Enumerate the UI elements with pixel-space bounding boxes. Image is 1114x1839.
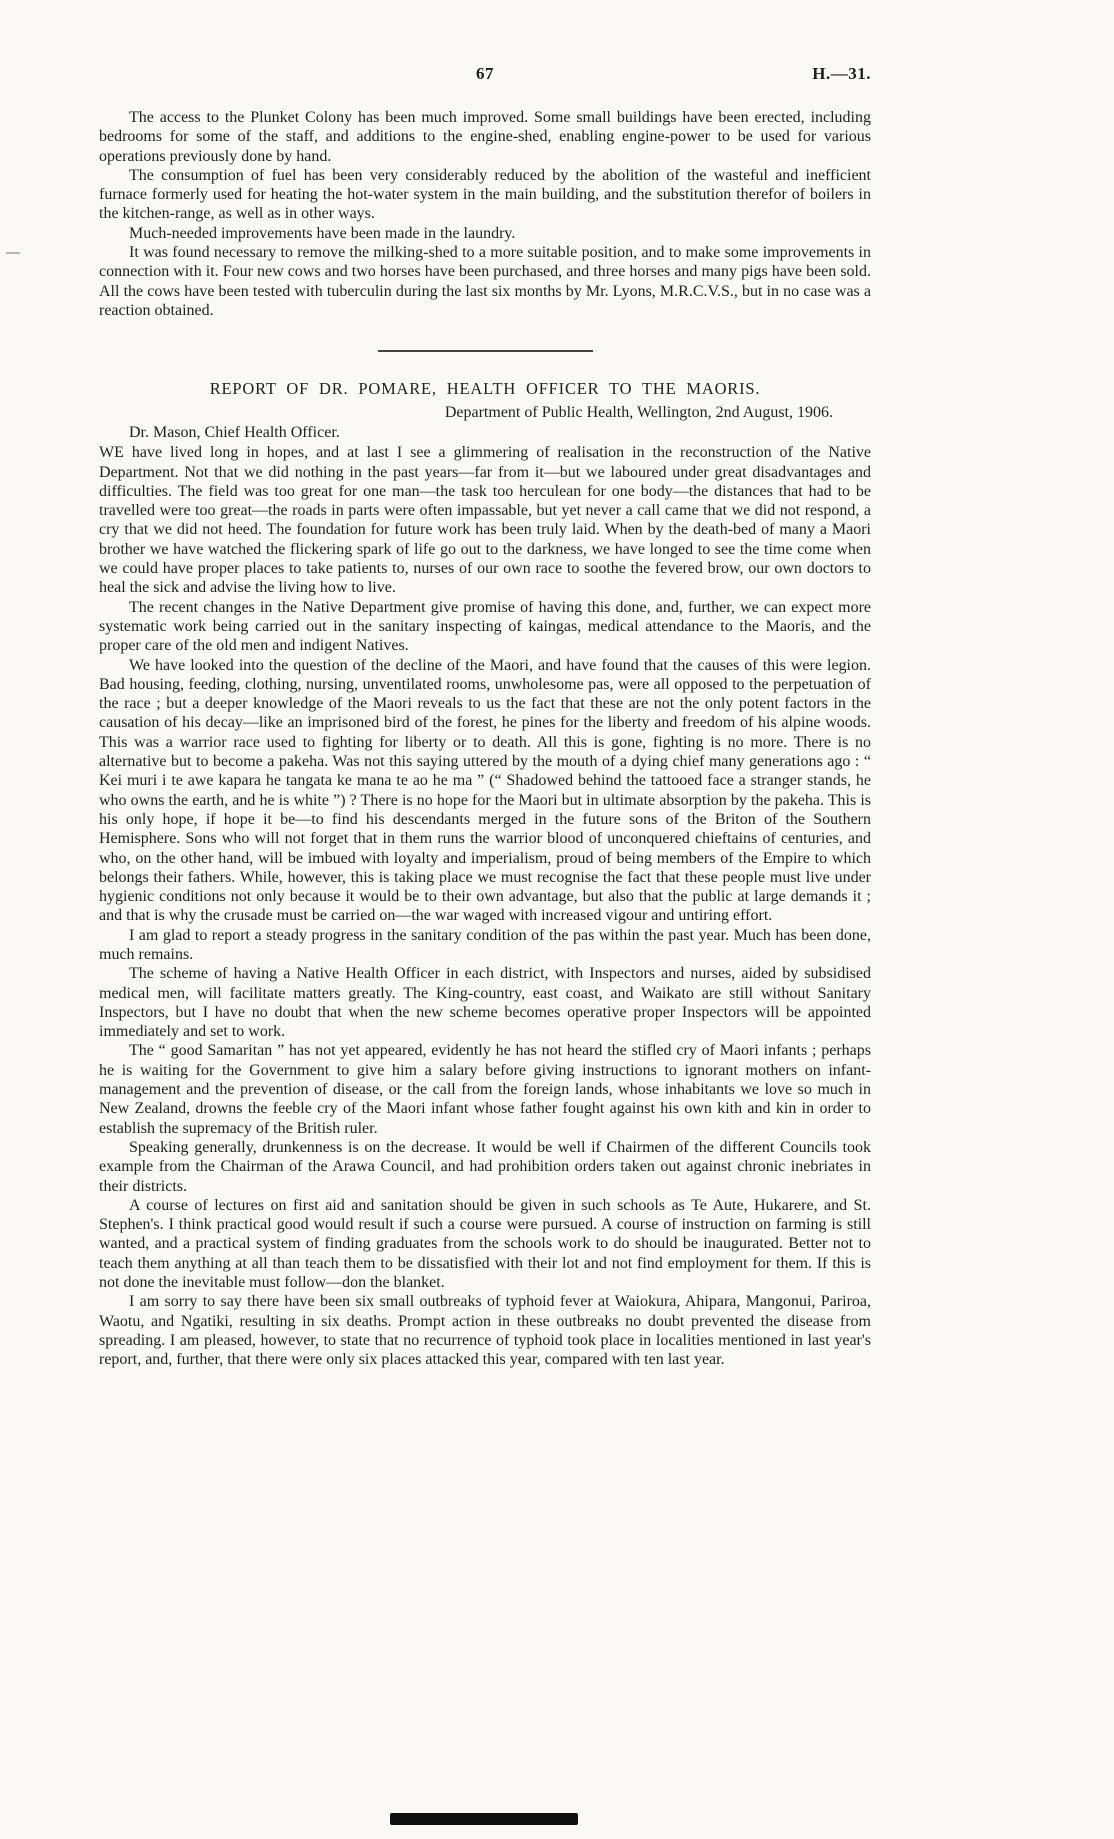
- intro-paragraph-4: It was found necessary to remove the milking-shed to a more suitable position, and to make some improvements in connection with it. Four new cows and two horses have been purchased, and three horses and many pigs have been sold. All the cows have been tested with tuberculin during the last six months by Mr. Lyons, M.R.C.V.S., but in no case was a reaction obtained.: [99, 244, 871, 319]
- report-paragraph-5: The scheme of having a Native Health Officer in each district, with Inspectors and nurses, aided by subsidised medical men, will facilitate matters greatly. The King-country, east coast, and Waikato are still without Sanitary Inspectors, but I have no doubt that when the new scheme becomes operative proper Inspectors will be appointed immediately and set to work.: [99, 965, 871, 1041]
- page-content: [99, 64, 871, 1370]
- report-salutation: Dr. Mason, Chief Health Officer.: [129, 424, 340, 442]
- page-header: [99, 64, 871, 88]
- report-paragraph-6: The “ good Samaritan ” has not yet appeared, evidently he has not heard the stifled cry of Maori infants ; perhaps he is waiting for the Government to give him a salary before giving instructions to ignorant mothers on infant-management and the prevention of disease, or the call from the foreign lands, whose inhabitants we love so much in New Zealand, drowns the feeble cry of the Maori infant whose father fought against his own kith and kin in order to establish the supremacy of the British ruler.: [99, 1042, 871, 1137]
- report-title: REPORT OF DR. POMARE, HEALTH OFFICER TO THE MAORIS.: [209, 379, 761, 399]
- report-paragraph-4: I am glad to report a steady progress in the sanitary condition of the pas within the past year. Much has been done, much remains.: [99, 926, 871, 963]
- section-divider: [378, 350, 593, 352]
- intro-paragraph-1: The access to the Plunket Colony has been much improved. Some small buildings have been erected, including bedrooms for some of the staff, and additions to the engine-shed, enabling engine-power to be used for various operations previously done by hand.: [99, 109, 871, 165]
- report-paragraph-9: I am sorry to say there have been six small outbreaks of typhoid fever at Waiokura, Ahipara, Mangonui, Pariroa, Waotu, and Ngatiki, resulting in six deaths. Prompt action in these outbreaks no doubt prevented the disease from spreading. I am pleased, however, to state that no recurrence of typhoid took place in localities mentioned in last year's report, and, further, that there were only six places attacked this year, compared with ten last year.: [99, 1293, 871, 1369]
- scan-margin-mark: [6, 252, 20, 254]
- page-number: 67: [476, 64, 494, 83]
- intro-paragraph-3: Much-needed improvements have been made in the laundry.: [129, 224, 516, 242]
- report-dateline: Department of Public Health, Wellington, 2nd August, 1906.: [444, 404, 833, 422]
- document-reference: H.—31.: [812, 64, 871, 83]
- scan-artifact: [390, 1813, 578, 1825]
- intro-paragraph-2: The consumption of fuel has been very considerably reduced by the abolition of the wasteful and inefficient furnace formerly used for heating the hot-water system in the main building, and the substitution therefor of boilers in the kitchen-range, as well as in other ways.: [99, 166, 871, 223]
- report-section: [99, 378, 871, 1369]
- report-paragraph-7: Speaking generally, drunkenness is on the decrease. It would be well if Chairmen of the different Councils took example from the Chairman of the Arawa Council, and had prohibition orders taken out against chronic inebriates in their districts.: [99, 1138, 871, 1195]
- report-paragraph-3: We have looked into the question of the decline of the Maori, and have found that the causes of this were legion. Bad housing, feeding, clothing, nursing, unventilated rooms, unwholesome pas, were all opposed to the perpetuation of the race ; but a deeper knowledge of the Maori reveals to us the fact that these are not the only potent factors in the causation of his decay—like an imprisoned bird of the forest, he pines for the liberty and freedom of his alpine woods. This was a warrior race used to fighting for liberty or to death. All this is gone, fighting is no more. There is no alternative but to become a pakeha. Was not this saying uttered by the mouth of a dying chief many generations ago : “ Kei muri i te awe kapara he tangata ke mana te ao he ma ” (“ Shadowed behind the tattooed face a stranger stands, he who owns the earth, and he is white ”) ? There is no hope for the Maori but in ultimate absorption by the pakeha. This is his only hope, if hope it be—to find his descendants merged in the future sons of the Briton of the Southern Hemisphere. Sons who will not forget that in them runs the warrior blood of unconquered chieftains of centuries, and who, on the other hand, will be imbued with loyalty and imperialism, proud of being members of the Empire to which belongs their fathers. While, however, this is taking place we must recognise the fact that these people must live under hygienic conditions not only because it would be to their own advantage, but also that the public at large demands it ; and that is why the crusade must be carried on—the war waged with increased vigour and untiring effort.: [99, 656, 871, 925]
- intro-section: [99, 108, 871, 320]
- report-paragraph-1: WE have lived long in hopes, and at last I see a glimmering of realisation in the reconstruction of the Native Department. Not that we did nothing in the past years—far from it—but we laboured under great disadvantages and difficulties. The field was too great for one man—the task too herculean for one body—the distances that had to be travelled were too great—the roads in parts were often impassable, but yet never a call came that we did not respond, a cry that we did not heed. The foundation for future work has been truly laid. When by the death-bed of many a Maori brother we have watched the flickering spark of life go out to the darkness, we have longed to see the time come when we could have proper places to take patients to, nurses of our own race to soothe the fevered brow, our own doctors to heal the sick and advise the living how to live.: [99, 444, 871, 597]
- report-paragraph-8: A course of lectures on first aid and sanitation should be given in such schools as Te Aute, Hukarere, and St. Stephen's. I think practical good would result if such a course were pursued. A course of instruction on farming is still wanted, and a practical system of finding graduates from the schools work to do should be inaugurated. Better not to teach them anything at all than teach them to be dissatisfied with their lot and not find employment for them. If this is not done the inevitable must follow—don the blanket.: [99, 1196, 871, 1292]
- report-paragraph-2: The recent changes in the Native Department give promise of having this done, and, further, we can expect more systematic work being carried out in the sanitary inspecting of kaingas, medical attendance to the Maoris, and the proper care of the old men and indigent Natives.: [99, 598, 871, 655]
